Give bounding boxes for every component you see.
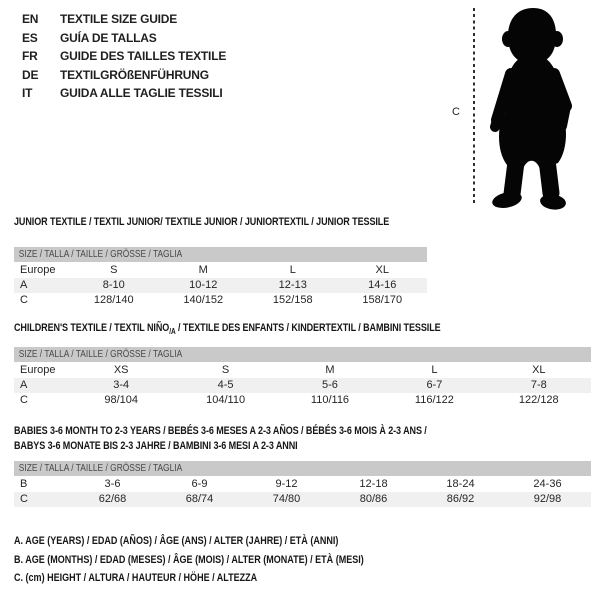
size-cell: 98/104 <box>104 394 139 406</box>
section-babies-title <box>14 424 517 454</box>
size-header-text: SIZE / TALLA / TAILLE / GRÖSSE / TAGLIA <box>18 462 183 474</box>
size-cell: XL <box>375 264 389 276</box>
size-cell: M <box>198 264 208 276</box>
language-row <box>22 84 226 103</box>
measure-label-c: C <box>452 106 460 118</box>
size-cell: 4-5 <box>217 379 234 391</box>
language-row <box>22 29 226 48</box>
language-title: GUIDA ALLE TAGLIE TESSILI <box>60 86 223 100</box>
size-cell: 86/92 <box>446 493 475 505</box>
table-row <box>14 477 591 492</box>
language-list <box>22 10 226 103</box>
language-code: FR <box>22 49 38 63</box>
size-cell: 5-6 <box>322 379 338 391</box>
size-table-junior <box>14 247 427 308</box>
size-header-bar <box>14 247 427 262</box>
language-row <box>22 66 226 85</box>
table-row <box>14 263 427 278</box>
size-cell: L <box>431 364 438 376</box>
section-title-text: / TEXTILE DES ENFANTS / KINDERTEXTIL / BAMBINI TESSILE <box>175 322 441 334</box>
section-title-text: BABYS 3-6 MONATE BIS 2-3 JAHRE / BAMBINI 3-6 MESI A 2-3 ANNI <box>14 440 298 452</box>
row-label: A <box>20 279 28 291</box>
size-header-bar <box>14 461 591 476</box>
table-row <box>14 393 591 408</box>
size-cell: 116/122 <box>414 394 454 406</box>
language-code: DE <box>22 67 39 82</box>
section-title-subscript: /A <box>169 327 176 337</box>
table-row <box>14 293 427 308</box>
size-header-bar <box>14 347 591 362</box>
section-junior-title <box>14 216 472 228</box>
size-cell: 68/74 <box>185 493 214 505</box>
language-title: GUÍA DE TALLAS <box>60 30 157 45</box>
row-label: C <box>20 394 28 406</box>
size-cell: 152/158 <box>272 294 313 306</box>
size-cell: 104/110 <box>206 394 246 406</box>
footnote-line: B. AGE (MONTHS) / EDAD (MESES) / ÂGE (MOIS) / ALTER (MONATE) / ETÀ (MESI) <box>14 553 364 566</box>
size-cell: 10-12 <box>189 279 218 291</box>
size-cell: 80/86 <box>359 493 388 505</box>
size-cell: 24-36 <box>533 478 562 490</box>
size-cell: 140/152 <box>183 294 224 306</box>
language-title: TEXTILGRÖßENFÜHRUNG <box>60 67 209 82</box>
row-label: C <box>20 493 28 505</box>
language-code: IT <box>22 86 33 100</box>
size-cell: 8-10 <box>102 279 125 291</box>
size-header-text: SIZE / TALLA / TAILLE / GRÖSSE / TAGLIA <box>18 248 183 260</box>
size-table-babies <box>14 461 591 507</box>
size-cell: L <box>289 264 296 276</box>
footnote-line: A. AGE (YEARS) / EDAD (AÑOS) / ÂGE (ANS) / ALTER (JAHRE) / ETÀ (ANNI) <box>14 535 339 547</box>
size-cell: 158/170 <box>362 294 403 306</box>
size-cell: 6-9 <box>191 478 208 490</box>
size-cell: 74/80 <box>272 493 301 505</box>
size-cell: 12-18 <box>359 478 388 490</box>
size-cell: 62/68 <box>98 493 127 505</box>
size-cell: 12-13 <box>278 279 307 291</box>
language-row <box>22 10 226 29</box>
language-title: GUIDE DES TAILLES TEXTILE <box>60 49 227 63</box>
size-table-children <box>14 347 591 408</box>
table-row <box>14 492 591 507</box>
size-cell: 14-16 <box>368 279 397 291</box>
size-cell: M <box>325 364 335 376</box>
measure-dashed-line <box>473 8 475 206</box>
size-cell: 3-4 <box>113 379 130 391</box>
size-cell: 6-7 <box>426 379 443 391</box>
row-label: A <box>20 379 28 391</box>
size-cell: 122/128 <box>518 394 559 406</box>
table-row <box>14 278 427 293</box>
language-row <box>22 47 226 66</box>
table-row <box>14 363 591 378</box>
size-cell: S <box>221 364 230 376</box>
table-row <box>14 378 591 393</box>
size-cell: XS <box>113 364 129 376</box>
footnotes <box>14 532 441 588</box>
language-title: TEXTILE SIZE GUIDE <box>60 12 178 26</box>
row-label: B <box>20 478 28 490</box>
row-label: C <box>20 294 28 306</box>
section-title-text: JUNIOR TEXTILE / TEXTIL JUNIOR/ TEXTILE JUNIOR / JUNIORTEXTIL / JUNIOR TESSILE <box>14 216 390 228</box>
language-code: ES <box>22 30 38 45</box>
size-cell: 18-24 <box>446 478 475 490</box>
language-code: EN <box>22 12 39 26</box>
size-cell: S <box>110 264 118 276</box>
size-cell: 128/140 <box>93 294 134 306</box>
size-cell: 3-6 <box>104 478 121 490</box>
size-cell: XL <box>532 364 546 376</box>
size-cell: 9-12 <box>275 478 298 490</box>
size-header-text: SIZE / TALLA / TAILLE / GRÖSSE / TAGLIA <box>18 348 183 360</box>
footnote-line: C. (cm) HEIGHT / ALTURA / HAUTEUR / HÖHE / ALTEZZA <box>14 572 258 584</box>
section-title-text: BABIES 3-6 MONTH TO 2-3 YEARS / BEBÉS 3-6 MESES A 2-3 AÑOS / BÉBÉS 3-6 MOIS À 2-3 ANS / <box>14 425 427 437</box>
baby-silhouette-icon <box>483 6 583 212</box>
size-cell: 110/116 <box>310 394 350 406</box>
row-label: Europe <box>20 364 56 376</box>
section-children-title <box>14 322 534 336</box>
size-cell: 7-8 <box>530 379 547 391</box>
section-title-text: CHILDREN'S TEXTILE / TEXTIL NIÑO <box>14 322 170 334</box>
size-cell: 92/98 <box>533 493 562 505</box>
row-label: Europe <box>20 264 56 276</box>
